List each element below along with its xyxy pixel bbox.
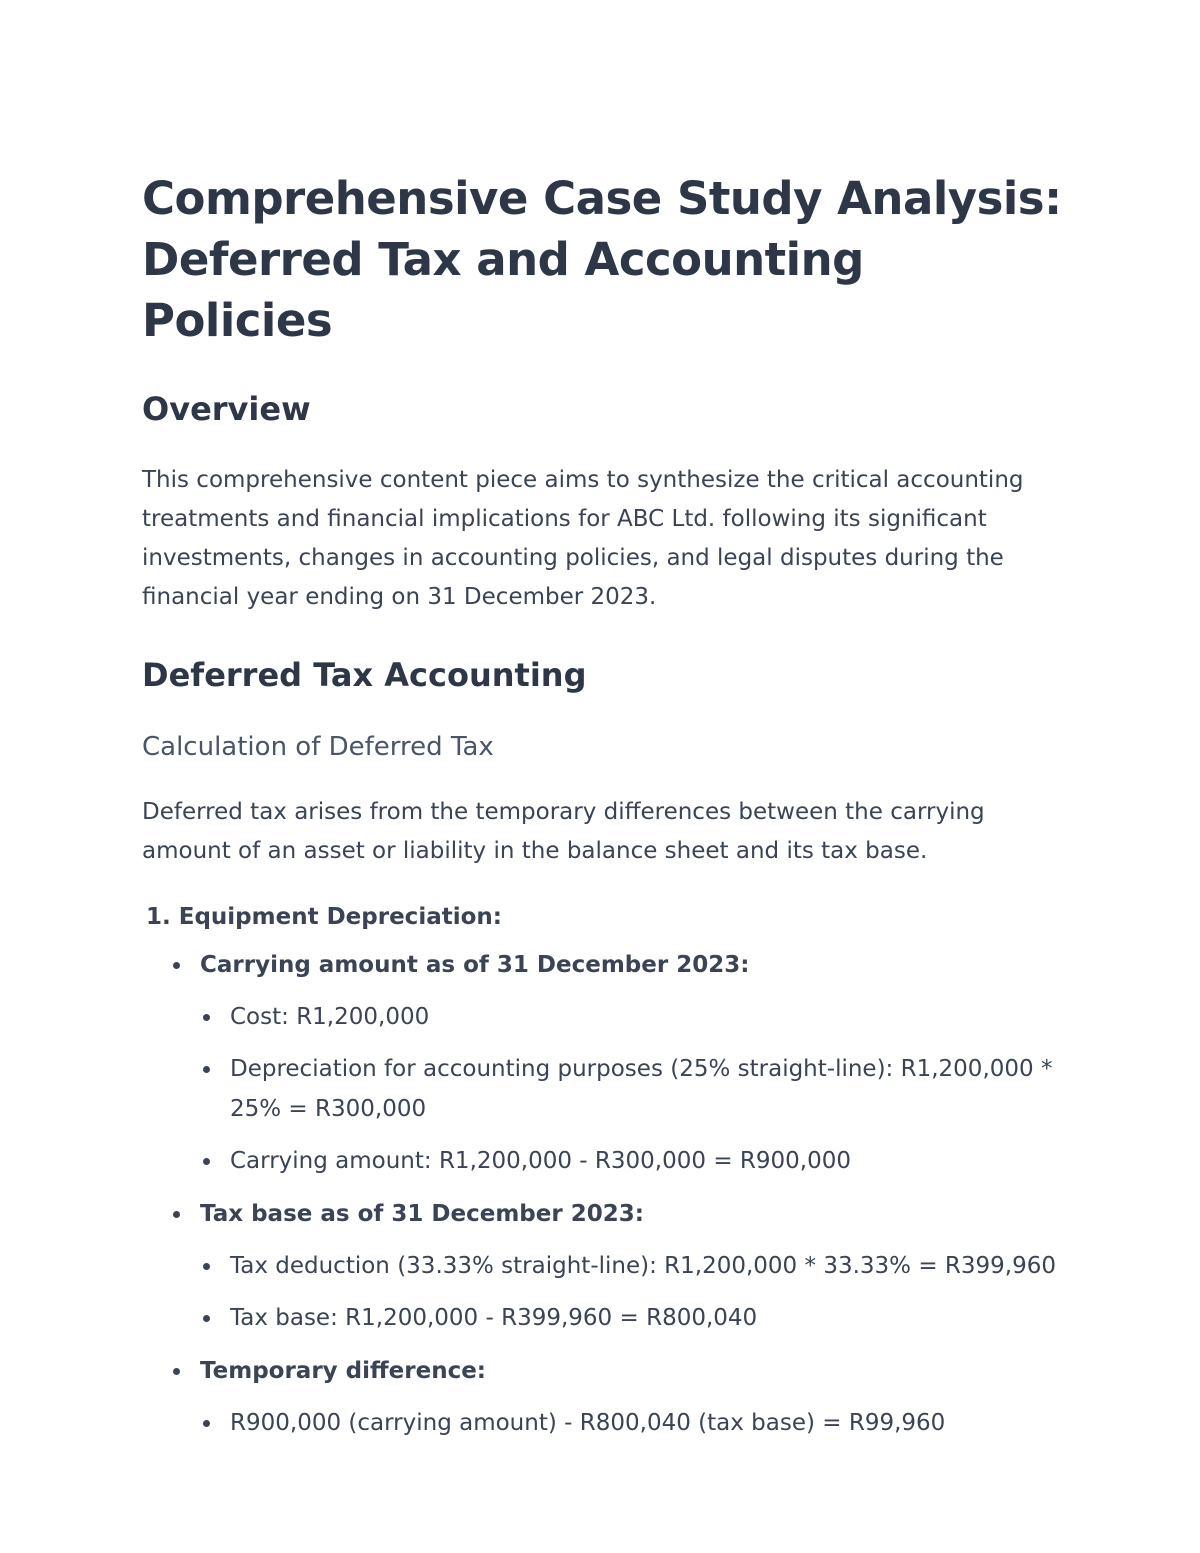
deferred-tax-heading: Deferred Tax Accounting [142, 656, 587, 694]
carrying-amount-label: Carrying amount as of 31 December 2023: [200, 952, 750, 978]
list-item: R900,000 (carrying amount) - R800,040 (tax base) = R99,960 [200, 1403, 1062, 1443]
list-item-temporary-difference [142, 1351, 1062, 1443]
title-line-2: Deferred Tax and Accounting Policies [142, 233, 864, 347]
deferred-tax-intro: Deferred tax arises from the temporary differences between the carrying amount of an asset or liability in the balance sheet and its tax base. [142, 799, 985, 864]
list-item: Tax base: R1,200,000 - R399,960 = R800,040 [200, 1298, 1062, 1338]
list-item-tax-base [142, 1194, 1062, 1338]
tax-base-label: Tax base as of 31 December 2023: [200, 1201, 644, 1227]
title-line-1: Comprehensive Case Study Analysis: [142, 172, 1062, 225]
document-title [142, 168, 1062, 351]
list-item: Tax deduction (33.33% straight-line): R1,200,000 * 33.33% = R399,960 [200, 1246, 1062, 1286]
overview-paragraph: This comprehensive content piece aims to synthesize the critical accounting treatments and financial implications for ABC Ltd. following its significant investments, changes in accounting policies, and legal disputes during the financial year ending on 31 December 2023. [142, 467, 1024, 610]
tax-base-sublist [200, 1246, 1062, 1338]
calculation-subheading: Calculation of Deferred Tax [142, 732, 494, 762]
overview-heading: Overview [142, 390, 311, 428]
equipment-depreciation-list [142, 945, 1062, 1443]
list-item: Depreciation for accounting purposes (25% straight-line): R1,200,000 * 25% = R300,000 [200, 1049, 1062, 1129]
numbered-item-equipment-depreciation: 1. Equipment Depreciation: [146, 904, 502, 930]
temporary-difference-label: Temporary difference: [200, 1358, 486, 1384]
document-page [142, 168, 1062, 1443]
list-item: Cost: R1,200,000 [200, 997, 1062, 1037]
list-item: Carrying amount: R1,200,000 - R300,000 = R900,000 [200, 1141, 1062, 1181]
carrying-amount-sublist [200, 997, 1062, 1181]
list-item-carrying-amount [142, 945, 1062, 1181]
temporary-difference-sublist [200, 1403, 1062, 1443]
